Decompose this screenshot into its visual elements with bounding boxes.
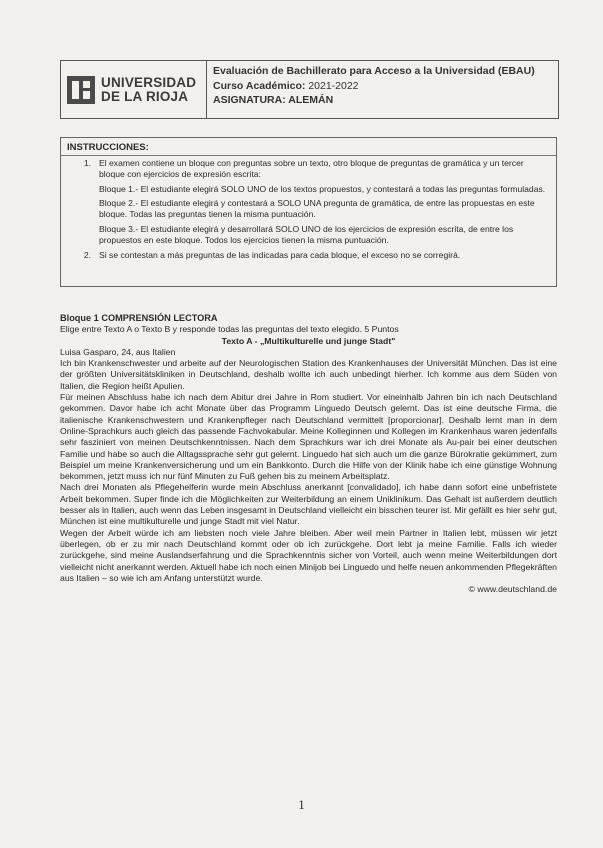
logo-emblem-icon <box>67 76 95 104</box>
instructions-box <box>60 137 557 287</box>
reading-block <box>60 313 557 595</box>
university-line1: UNIVERSIDAD <box>101 74 197 90</box>
exam-title: Evaluación de Bachillerato para Acceso a la Universidad (EBAU) <box>213 65 535 77</box>
block-subheading: Elige entre Texto A o Texto B y responde todas las preguntas del texto elegido. 5 Puntos <box>60 324 399 335</box>
instruction-item-1 <box>71 158 548 180</box>
block-heading: Bloque 1 COMPRENSIÓN LECTORA <box>60 313 218 323</box>
bloque-1-desc: Bloque 1.- El estudiante elegirá SOLO UNO de los textos propuestos, y contestará a todas las preguntas formuladas. <box>99 183 546 194</box>
text-title: Texto A - „Multikulturelle und junge Stadt" <box>221 335 396 346</box>
paragraph-2: Für meinen Abschluss habe ich nach dem Abitur drei Jahre in Rom studiert. Vor eineinhalb Jahren bin ich nach Deutschland gekommen. Davor habe ich acht Monate über das Programm Linguedo Deutsch gelernt. Das ist eine deutsche Firma, die italienische Krankenschwestern und Krankenpfleger nach Deutschland vermittelt [proporcionar]. Deshalb lernt man in dem Online-Sprachkurs auch gleich das passende Fachvokabular. Meine Kolleginnen und Kollegen im Krankenhaus waren jedenfalls sehr fasziniert von meinen Deutschkenntnissen. Nach dem Sprachkurs war ich drei Monate als Au-pair bei einer deutschen Familie und habe so auch die Alltagssprache sehr gut gelernt. Linguedo hat sich auch um die ganze Bürokratie gekümmert, zum Beispiel um meine Krankenversicherung und um ein Bankkonto. Durch die Hilfe von der Klinik habe ich eine günstige Wohnung bekommen, jetzt muss ich nur fünf Minuten zu Fuß gehen bis zu meinem Arbeitsplatz. <box>60 392 557 482</box>
university-logo <box>61 61 207 118</box>
subject: ASIGNATURA: ALEMÁN <box>213 94 334 106</box>
exam-header <box>60 60 559 119</box>
paragraph-1: Ich bin Krankenschwester und arbeite auf der Neurologischen Station des Krankenhauses der Universität München. Das ist eine der größten Universitätskliniken in Deutschland, deshalb wollte ich auch unbedingt hierher. Ich komme aus dem Süden von Italien, die Region heißt Apulien. <box>60 358 557 391</box>
text-source: © www.deutschland.de <box>468 584 557 595</box>
instruction-item-2 <box>71 250 548 261</box>
bloque-2-desc: Bloque 2.- El estudiante elegirá y contestará a SOLO UNA pregunta de gramática, de entre las propuestas en este bloque. Todas las preguntas tienen la misma puntuación. <box>99 198 535 220</box>
bloque-3-desc: Bloque 3.- El estudiante elegirá y desarrollará SOLO UNO de los ejercicios de expresión escrita, de entre los propuestos en este bloque. Todos los ejercicios tienen la misma puntuación. <box>99 223 514 245</box>
university-line2: DE LA RIOJA <box>101 88 189 104</box>
text-author: Luisa Gasparo, 24, aus Italien <box>60 346 176 357</box>
instruction-text: El examen contiene un bloque con preguntas sobre un texto, otro bloque de preguntas de gramática y un tercer bloque con ejercicios de expresión escrita: <box>99 158 524 179</box>
instructions-divider <box>61 155 556 156</box>
university-name <box>101 76 196 104</box>
course-value: 2021-2022 <box>308 79 359 92</box>
exam-info <box>207 61 558 118</box>
instruction-number: 1. <box>83 158 91 168</box>
instructions-title: INSTRUCCIONES: <box>67 142 149 153</box>
course-line <box>213 79 552 94</box>
instruction-text: Si se contestan a más preguntas de las indicadas para cada bloque, el exceso no se corregirá. <box>99 249 461 260</box>
instructions-body <box>71 158 548 260</box>
course-label: Curso Académico: <box>213 79 306 92</box>
paragraph-3: Nach drei Monaten als Pflegehelferin wurde mein Abschluss anerkannt [convalidado], ich habe dann sofort eine unbefristete Arbeit bekommen. Super finde ich die Möglichkeiten zur Weiterbildung an einem Uniklinikum. Das Gehalt ist außerdem deutlich besser als in Italien, auch wenn das Leben insgesamt in Deutschland vielleicht ein bisschen teurer ist. Mir gefällt es hier sehr gut, München ist eine multikulturelle und junge Stadt mit viel Natur. <box>60 482 557 527</box>
instruction-number: 2. <box>83 249 91 260</box>
page-number: 1 <box>298 797 305 812</box>
paragraph-4: Wegen der Arbeit würde ich am liebsten noch viele Jahre bleiben. Aber weil mein Partner in Italien lebt, müssen wir jetzt überlegen, ob er zu mir nach Deutschland kommt oder ob ich zurückgehe. Dort lebt ja meine Familie. Falls ich wieder zurückgehe, sind meine Auslandserfahrung und die Sprachkenntnis sicher von Vorteil, auch wenn meine Weiterbildungen dort vielleicht nicht anerkannt werden. Aktuell habe ich noch einen Minijob bei Linguedo und helfe neuen ankommenden Pflegekräften aus Italien – so wie ich am Anfang unterstützt wurde. <box>60 527 557 583</box>
